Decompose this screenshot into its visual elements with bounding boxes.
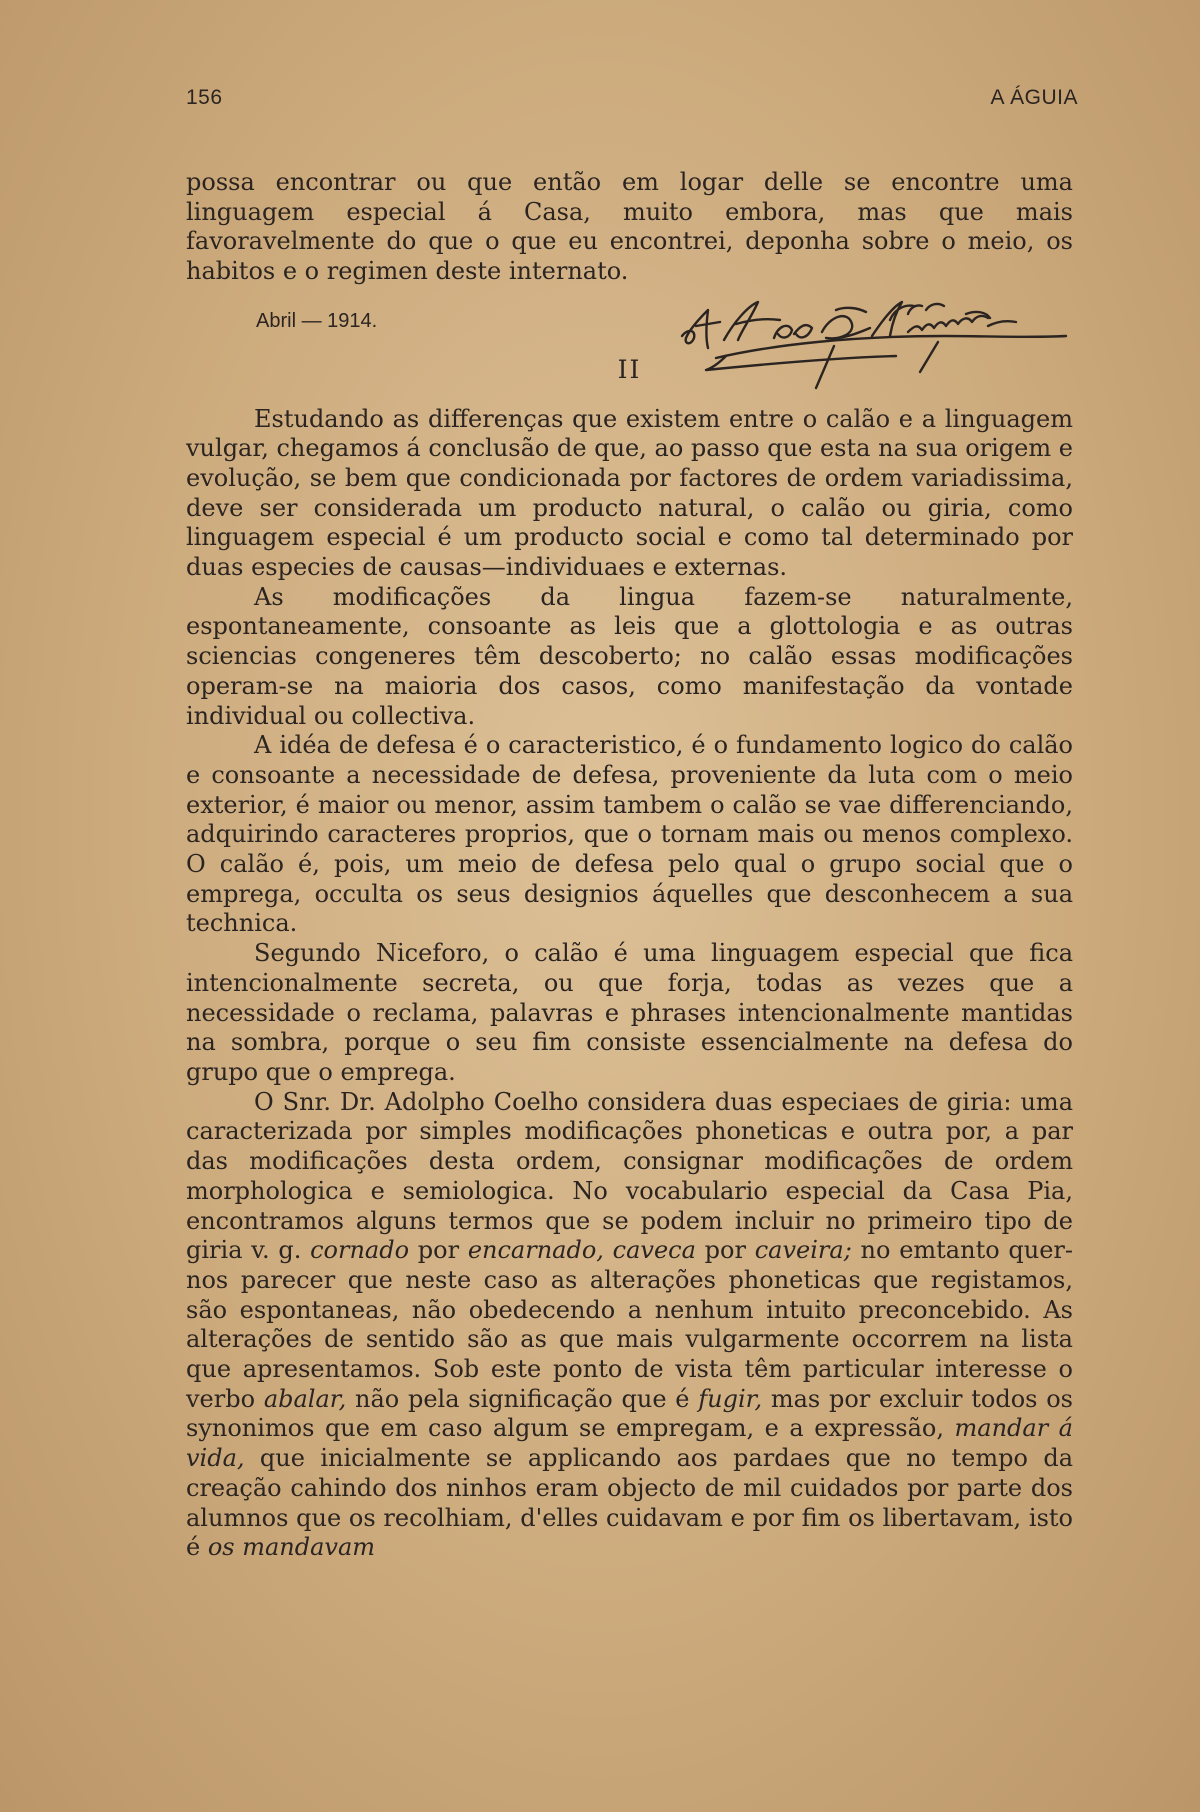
handwritten-signature: [676, 296, 1076, 406]
paragraph-5: O Snr. Dr. Adolpho Coelho considera duas especiaes de giria: uma caracterizada por simples modificações phoneticas e outra por, a par das modificações desta ordem, consignar modificações de ordem morphologica e semiologica. No vocabulario especial da Casa Pia, encontramos alguns termos que se podem incluir no primeiro tipo de giria v. g. cornado por encarnado, caveca por caveira; no emtanto quer-nos parecer que neste caso as alterações phoneticas que registamos, são espontaneas, não obedecendo a nenhum intuito preconcebido. As alterações de sentido são as que mais vulgarmente occorrem na lista que apresentamos. Sob este ponto de vista têm particular interesse o verbo abalar, não pela significação que é fugir, mas por excluir todos os synonimos que em caso algum se empregam, e a expressão, mandar á vida, que inicialmente se applicando aos pardaes que no tempo da creação cahindo dos ninhos eram objecto de mil cuidados por parte dos alumnos que os recolhiam, d'elles cuidavam e por fim os libertavam, isto é os mandavam: [186, 1087, 1074, 1562]
dateline: Abril — 1914.: [256, 309, 378, 332]
running-head: [186, 86, 1078, 110]
italic-term: abalar,: [263, 1384, 347, 1413]
italic-term: encarnado, caveca: [467, 1236, 696, 1265]
page-number: 156: [186, 86, 223, 109]
section-number: II: [617, 354, 642, 384]
italic-term: os mandavam: [207, 1533, 376, 1562]
intro-paragraph: possa encontrar ou que então em logar delle se encontre uma linguagem especial á Casa, muito embora, mas que mais favoravelmente do que o que eu encontrei, deponha sobre o meio, os habitos e o regimen deste internato.: [186, 168, 1073, 286]
paragraph-4: Segundo Niceforo, o calão é uma linguagem especial que fica intencionalmente secreta, ou que forja, todas as vezes que a necessidade o reclama, palavras e phrases intencionalmente mantidas na sombra, porque o seu fim consiste essencialmente na defesa do grupo que o emprega.: [186, 939, 1073, 1086]
running-title: A ÁGUIA: [990, 86, 1078, 109]
italic-term: cornado: [310, 1236, 410, 1265]
italic-term: fugir,: [698, 1384, 763, 1413]
italic-term: caveira;: [754, 1236, 852, 1265]
italic-term: mandar á vida,: [186, 1414, 1073, 1473]
paragraph-3: A idéa de defesa é o caracteristico, é o fundamento logico do calão e consoante a necessidade de defesa, proveniente da luta com o meio exterior, é maior ou menor, assim tambem o calão se vae differenciando, adquirindo caracteres proprios, que o tornam mais ou menos complexo. O calão é, pois, um meio de defesa pelo qual o grupo social que o emprega, occulta os seus designios áquelles que desconhecem a sua technica.: [186, 731, 1073, 938]
paragraph-1: Estudando as differenças que existem entre o calão e a linguagem vulgar, chegamos á conclusão de que, ao passo que esta na sua origem e evolução, se bem que condicionada por factores de ordem variadissima, deve ser considerada um producto natural, o calão ou giria, como linguagem especial é um producto social e como tal determinado por duas especies de causas—individuaes e externas.: [186, 404, 1073, 582]
paragraph-2: As modificações da lingua fazem-se naturalmente, espontaneamente, consoante as leis que a glottologia e as outras sciencias congeneres têm descoberto; no calão essas modificações operam-se na maioria dos casos, como manifestação da vontade individual ou collectiva.: [186, 582, 1073, 730]
